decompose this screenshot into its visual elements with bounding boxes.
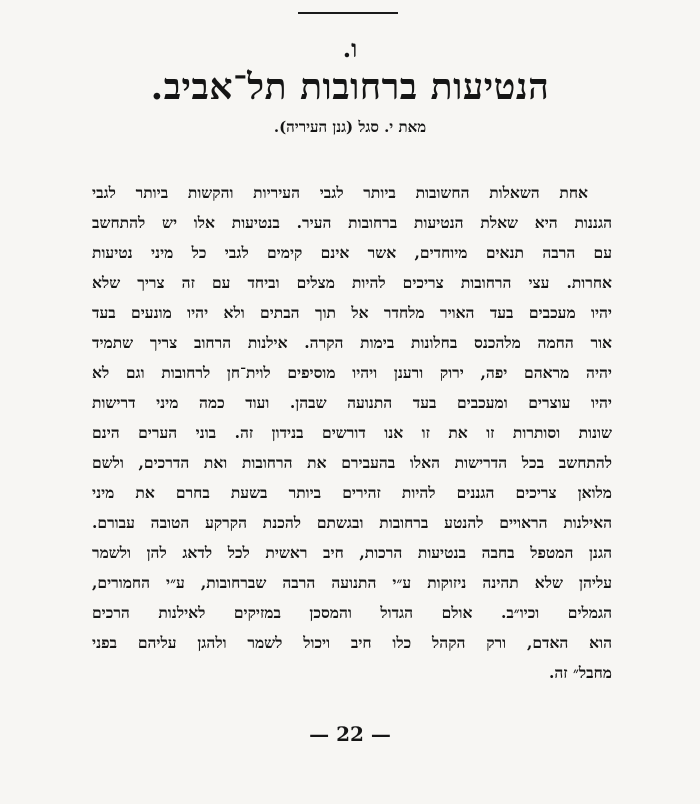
top-rule xyxy=(298,12,398,14)
paragraph-line: הגנן המטפל בחבה בנטיעות הרכות, חיב ראשית לכל לדאג להן ולשמר xyxy=(92,543,612,562)
page-number: — 22 — xyxy=(309,722,391,746)
section-number: ו. xyxy=(342,34,358,63)
paragraph-line: מלואן צריכים הגננים להיות זהירים ביותר בשעת בחרם את מיני xyxy=(92,483,612,502)
paragraph-line: הגננות היא שאלת הנטיעות ברחובות העיר. בנטיעות אלו יש להתחשב xyxy=(92,213,612,232)
paragraph-line: שונות וסותרות זו את זו אנו דורשים בנידון זה. בוני הערים הינם xyxy=(92,423,612,442)
paragraph-line: האילנות הראויים להנטע ברחובות ובגשתם להכנת הקרקע הטובה עבורם. xyxy=(92,513,612,532)
paragraph-line: אחרות. עצי הרחובות צריכים להיות מצלים וביחד עם זה צריך שלא xyxy=(92,273,612,292)
paragraph-line: אור החמה מלהכנס בחלונות בימות הקרה. אילנות הרחוב צריך שתמיד xyxy=(92,333,612,352)
article-paragraph xyxy=(92,178,612,688)
paragraph-line: עם הרבה תנאים מיוחדים, אשר אינם קימים לגבי כל מיני נטיעות xyxy=(92,243,612,262)
paragraph-line: מחבל״ זה. xyxy=(549,663,612,682)
paragraph-line: להתחשב בכל הדרישות האלו בהעבירם את הרחובות ואת הדרכים, ולשם xyxy=(92,453,612,472)
paragraph-line: אחת השאלות החשובות ביותר לגבי העיריות והקשות ביותר לגבי xyxy=(92,183,588,202)
paragraph-line: הגמלים וכיו״ב. אולם הגדול והמסכן במזיקים לאילנות הרכים xyxy=(92,603,612,622)
paragraph-line: הוא האדם, ורק הקהל כלו חיב ויכול לשמר ולהגן עליהם בפני xyxy=(92,633,612,652)
paragraph-line: עליהן שלא תהינה ניזוקות ע״י התנועה הרבה שברחובות, ע״י החמורים, xyxy=(92,573,612,592)
author-byline: מאת י. סגל (גנן העיריה). xyxy=(273,118,427,136)
paragraph-line: יהיו עוצרים ומעכבים בעד התנועה שבהן. ועוד כמה מיני דרישות xyxy=(92,393,612,412)
page-title: הנטיעות ברחובות תל־אביב. xyxy=(150,66,550,108)
paragraph-line: יהיו מעכבים בעד האויר מלחדר אל תוך הבתים ולא יהיו מונעים בעד xyxy=(92,303,612,322)
paragraph-line: יהיה מראהם יפה, ירוק ורענן ויהיו מוסיפים לוית־חן לרחובות וגם לא xyxy=(92,363,612,382)
